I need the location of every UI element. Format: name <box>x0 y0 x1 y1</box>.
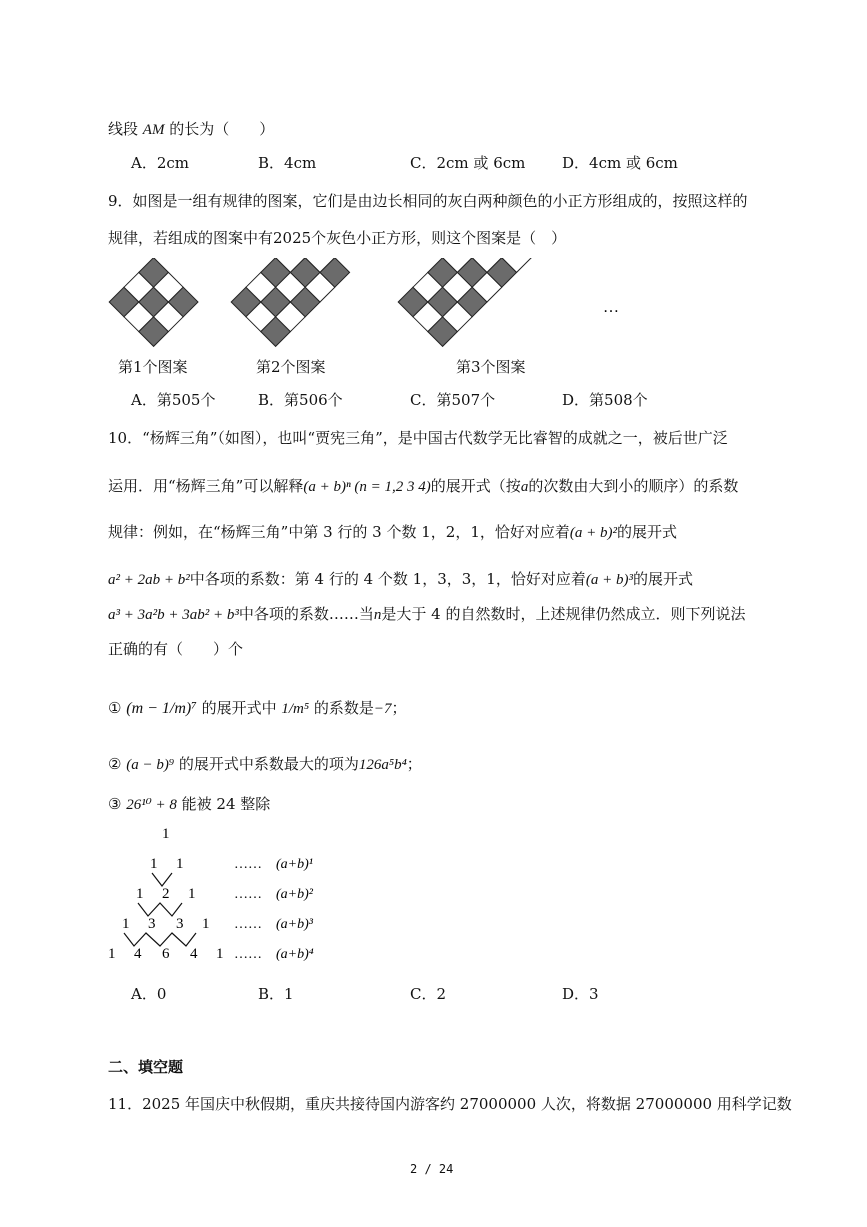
pattern-2-caption: 第2个图案 <box>256 358 326 376</box>
page-number: 2 / 24 <box>410 1162 454 1176</box>
triangle-number: 1 <box>108 946 116 962</box>
q10-option-d[interactable]: D．3 <box>562 985 599 1003</box>
q9-line2: 规律，若组成的图案中有2025个灰色小正方形，则这个图案是（ ） <box>108 229 567 247</box>
triangle-number: 3 <box>176 916 184 932</box>
triangle-number: 1 <box>202 916 210 932</box>
pattern-3-caption: 第3个图案 <box>456 358 526 376</box>
q9-option-d[interactable]: D．第508个 <box>562 391 648 409</box>
statement-3: ③ 26¹⁰ + 8 能被 24 整除 <box>108 795 271 813</box>
triangle-number: 1 <box>188 886 196 902</box>
q8-option-c[interactable]: C．2cm 或 6cm <box>410 154 526 172</box>
q10-line5: a³ + 3a²b + 3ab² + b³中各项的系数……当n是大于 4 的自然数时，上述规律仍然成立．则下列说法 <box>108 605 746 623</box>
q8-option-d[interactable]: D．4cm 或 6cm <box>562 154 678 172</box>
statement-1-expr: (m − 1/m)⁷ <box>126 700 197 717</box>
pattern-3 <box>398 258 546 346</box>
triangle-dots: …… <box>234 947 262 962</box>
triangle-number: 4 <box>134 946 142 962</box>
pattern-ellipsis: … <box>603 299 619 316</box>
statement-2: ② (a − b)⁹ 的展开式中系数最大的项为126a⁵b⁴； <box>108 755 422 773</box>
triangle-number: 1 <box>136 886 144 902</box>
pattern-1-caption: 第1个图案 <box>118 358 188 376</box>
q8-var-am: AM <box>142 122 165 138</box>
q10-line1: 10．“杨辉三角”（如图），也叫“贾宪三角”，是中国古代数学无比睿智的成就之一，被后世广泛 <box>108 429 728 447</box>
q10-line6: 正确的有（ ）个 <box>108 640 244 658</box>
triangle-dots: …… <box>234 887 262 902</box>
statement-1: ① (m − 1/m)⁷ 的展开式中 1/m⁵ 的系数是−7； <box>108 699 407 717</box>
triangle-row-label: (a+b)³ <box>276 917 313 932</box>
triangle-connectors <box>124 873 196 946</box>
q10-line2: 运用．用“杨辉三角”可以解释(a + b)ⁿ (n = 1,2 3 4)的展开式（按a的次数由大到小的顺序）的系数 <box>108 477 739 495</box>
triangle-number: 3 <box>148 916 156 932</box>
pattern-1 <box>109 258 198 346</box>
statement-3-expr: 26¹⁰ + 8 <box>126 797 177 813</box>
q10-formula-expansion2: a² + 2ab + b² <box>108 572 190 588</box>
triangle-row-label: (a+b)¹ <box>276 857 313 872</box>
triangle-number: 1 <box>150 856 158 872</box>
triangle-dots: …… <box>234 857 262 872</box>
statement-1-fraction: 1/m⁵ <box>281 701 310 717</box>
q10-formula-expansion3: a³ + 3a²b + 3ab² + b³ <box>108 607 239 623</box>
q10-option-c[interactable]: C．2 <box>410 985 447 1003</box>
q9-option-a[interactable]: A．第505个 <box>131 391 216 409</box>
triangle-dots: …… <box>234 917 262 932</box>
q9-pattern-figure <box>100 258 640 348</box>
triangle-number: 1 <box>122 916 130 932</box>
yanghui-triangle-figure <box>100 820 360 970</box>
q9-option-b[interactable]: B．第506个 <box>258 391 343 409</box>
triangle-number: 1 <box>216 946 224 962</box>
q8-stem: 线段 AM 的长为（ ） <box>108 120 275 138</box>
triangle-number: 1 <box>176 856 184 872</box>
triangle-number: 2 <box>162 886 170 902</box>
q9-line1: 9．如图是一组有规律的图案，它们是由边长相同的灰白两种颜色的小正方形组成的，按照这样的 <box>108 192 748 210</box>
q8-option-b[interactable]: B．4cm <box>258 154 317 172</box>
triangle-row-label: (a+b)² <box>276 887 313 902</box>
q10-option-a[interactable]: A．0 <box>131 985 167 1003</box>
triangle-number: 4 <box>190 946 198 962</box>
q10-option-b[interactable]: B．1 <box>258 985 294 1003</box>
q10-line3: 规律：例如，在“杨辉三角”中第 3 行的 3 个数 1，2，1，恰好对应着(a + b)²的展开式 <box>108 523 678 541</box>
q10-formula-cube: (a + b)³ <box>585 572 633 588</box>
q10-formula-general: (a + b)ⁿ (n = 1,2 3 4) <box>303 479 431 495</box>
section-title-fill-blank: 二、填空题 <box>108 1058 184 1076</box>
triangle-number: 1 <box>162 826 170 842</box>
pattern-2 <box>231 258 349 346</box>
q10-line4: a² + 2ab + b²中各项的系数：第 4 行的 4 个数 1，3，3，1，恰好对应着(a + b)³的展开式 <box>108 570 693 588</box>
q8-option-a[interactable]: A．2cm <box>131 154 190 172</box>
statement-2-expr: (a − b)⁹ <box>126 757 175 773</box>
q11-line1: 11．2025 年国庆中秋假期，重庆共接待国内游客约 27000000 人次，将数据 27000000 用科学记数 <box>108 1095 792 1113</box>
q10-formula-square: (a + b)² <box>569 525 618 541</box>
triangle-row-label: (a+b)⁴ <box>276 947 314 962</box>
triangle-number: 6 <box>162 946 170 962</box>
q9-option-c[interactable]: C．第507个 <box>410 391 496 409</box>
